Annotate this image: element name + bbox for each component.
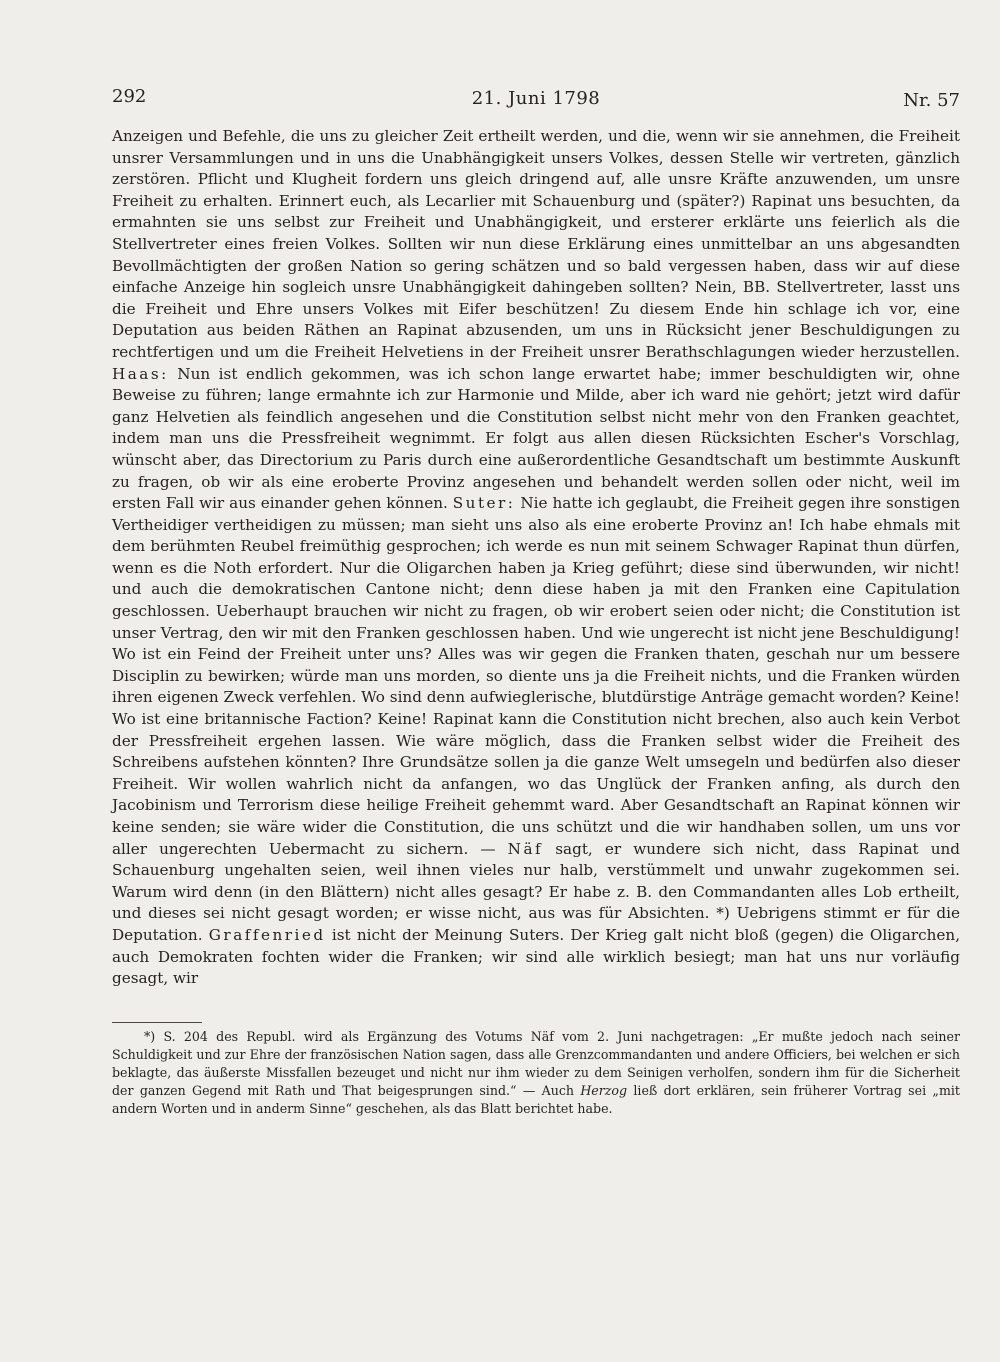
main-text [112, 126, 960, 990]
footnote-text-part1: *) S. 204 des Republ. wird als Ergänzung des Votums Näf vom 2. Juni nachgetragen: „Er mußte jedoch nach seiner Schuldigkeit und zur Ehre der französischen Nation sagen, dass alle Grenzcommandanten und andere Officiers, bei welchen er sich beklagte, das äußerste Missfallen bezeuget und nicht nur ihm wieder zu dem Seinigen verholfen, sondern ihm für die Sicherheit der ganzen Gegend mit Rath und That beigesprungen sind.“ — Auch [112, 1029, 960, 1098]
page-number: 292 [112, 86, 147, 107]
speaker-graffenried: Graffenried [208, 925, 326, 944]
footnote [112, 1028, 960, 1118]
speaker-suter: Suter: [452, 494, 516, 513]
footnote-divider [112, 1022, 202, 1023]
speech-haas: Nun ist endlich gekommen, was ich schon lange erwartet habe; immer beschuldigten wir, ohne Beweise zu führen; lange ermahnte ich zur Harmonie und Milde, aber ich ward nie gehört; jetzt wird dafür ganz Helvetien als feindlich angesehen und die Constitution selbst nicht mehr von den Franken geachtet, indem man uns die Pressfreiheit wegnimmt. Er folgt aus allen diesen Rücksichten Escher's Vorschlag, wünscht aber, das Directorium zu Paris durch eine außerordentliche Gesandtschaft um bestimmte Auskunft zu fragen, ob wir als eine eroberte Provinz angesehen und behandelt werden sollen oder nicht, weil im ersten Fall wir aus einander gehen können. [112, 364, 960, 513]
speaker-naef: Näf [507, 839, 544, 858]
speech-naef: sagt, er wundere sich nicht, dass Rapinat und Schauenburg ungehalten seien, weil ihnen vieles nur halb, verstümmelt und unwahr zugekommen sei. Warum wird denn (in den Blättern) nicht alles gesagt? Er habe z. B. den Commandanten alles Lob ertheilt, und dieses sei nicht gesagt worden; er wisse nicht, aus was für Absichten. *) Uebrigens stimmt er für die Deputation. [112, 839, 961, 944]
speaker-haas: Haas: [112, 364, 169, 383]
document-number: Nr. 57 [903, 90, 960, 111]
page-header [112, 86, 960, 116]
speech-graffenried: ist nicht der Meinung Suters. Der Krieg galt nicht bloß (gegen) die Oligarchen, auch Demokraten fochten wider die Franken; wir sind alle wirklich besiegt; man hat uns nur vorläufig gesagt, wir [112, 925, 961, 988]
footnote-name-herzog: Herzog [580, 1083, 628, 1098]
header-date: 21. Juni 1798 [471, 88, 601, 109]
footnote-text-part2: ließ dort erklären, sein früherer Vortrag sei „mit andern Worten und in anderm Sinne“ geschehen, als das Blatt berichtet habe. [112, 1083, 960, 1116]
paragraph-escher-continuation: Anzeigen und Befehle, die uns zu gleicher Zeit ertheilt werden, und die, wenn wir sie annehmen, die Freiheit unsrer Versammlungen und in uns die Unabhängigkeit unsers Volkes, dessen Stelle wir vertreten, gänzlich zerstören. Pflicht und Klugheit fordern uns gleich dringend auf, alle unsre Kräfte anzuwenden, um unsre Freiheit zu erhalten. Erinnert euch, als Lecarlier mit Schauenburg und (später?) Rapinat uns besuchten, da ermahnten sie uns selbst zur Freiheit und Unabhängigkeit, und ersterer erklärte uns feierlich als die Stellvertreter eines freien Volkes. Sollten wir nun diese Erklärung eines unmittelbar an uns abgesandten Bevollmächtigten der großen Nation so gering schätzen und so bald vergessen haben, dass wir auf diese einfache Anzeige hin sogleich unsre Unabhängigkeit dahingeben sollten? Nein, BB. Stellvertreter, lasst uns die Freiheit und Ehre unsers Volkes mit Eifer beschützen! Zu diesem Ende hin schlage ich vor, eine Deputation aus beiden Räthen an Rapinat abzusenden, um uns in Rücksicht jener Beschuldigungen zu rechtfertigen und um die Freiheit Helvetiens in der Freiheit unsrer Berathschlagungen wieder herzustellen. [112, 127, 960, 361]
speech-suter: Nie hatte ich geglaubt, die Freiheit gegen ihre sonstigen Vertheidiger vertheidigen zu müssen; man sieht uns also als eine eroberte Provinz an! Ich habe ehmals mit dem berühmten Reubel freimüthig gesprochen; ich werde es nun mit seinem Schwager Rapinat thun dürfen, wenn es die Noth erfordert. Nur die Oligarchen haben ja Krieg geführt; diese sind überwunden, wir nicht! und auch die demokratischen Cantone nicht; denn diese haben ja mit den Franken eine Capitulation geschlossen. Ueberhaupt brauchen wir nicht zu fragen, ob wir erobert seien oder nicht; die Constitution ist unser Vertrag, den wir mit den Franken geschlossen haben. Und wie ungerecht ist nicht jene Beschuldigung! Wo ist ein Feind der Freiheit unter uns? Alles was wir gegen die Franken thaten, geschah nur um bessere Disciplin zu bewirken; würde man uns morden, so diente uns ja die Freiheit nichts, und die Franken würden ihren eigenen Zweck verfehlen. Wo sind denn aufwieglerische, blutdürstige Anträge gemacht worden? Keine! Wo ist eine britannische Faction? Keine! Rapinat kann die Constitution nicht brechen, also auch kein Verbot der Pressfreiheit ergehen lassen. Wie wäre möglich, dass die Franken selbst wider die Freiheit des Schreibens aufstehen könnten? Ihre Grundsätze sollen ja die ganze Welt umsegeln und bedürfen also dieser Freiheit. Wir wollen wahrlich nicht da anfangen, wo das Unglück der Franken anfing, als durch den Jacobinism und Terrorism diese heilige Freiheit gehemmt ward. Aber Gesandtschaft an Rapinat können wir keine senden; sie wäre wider die Constitution, die uns schützt und die wir handhaben sollen, um uns vor aller ungerechten Uebermacht zu sichern. — [112, 494, 961, 858]
